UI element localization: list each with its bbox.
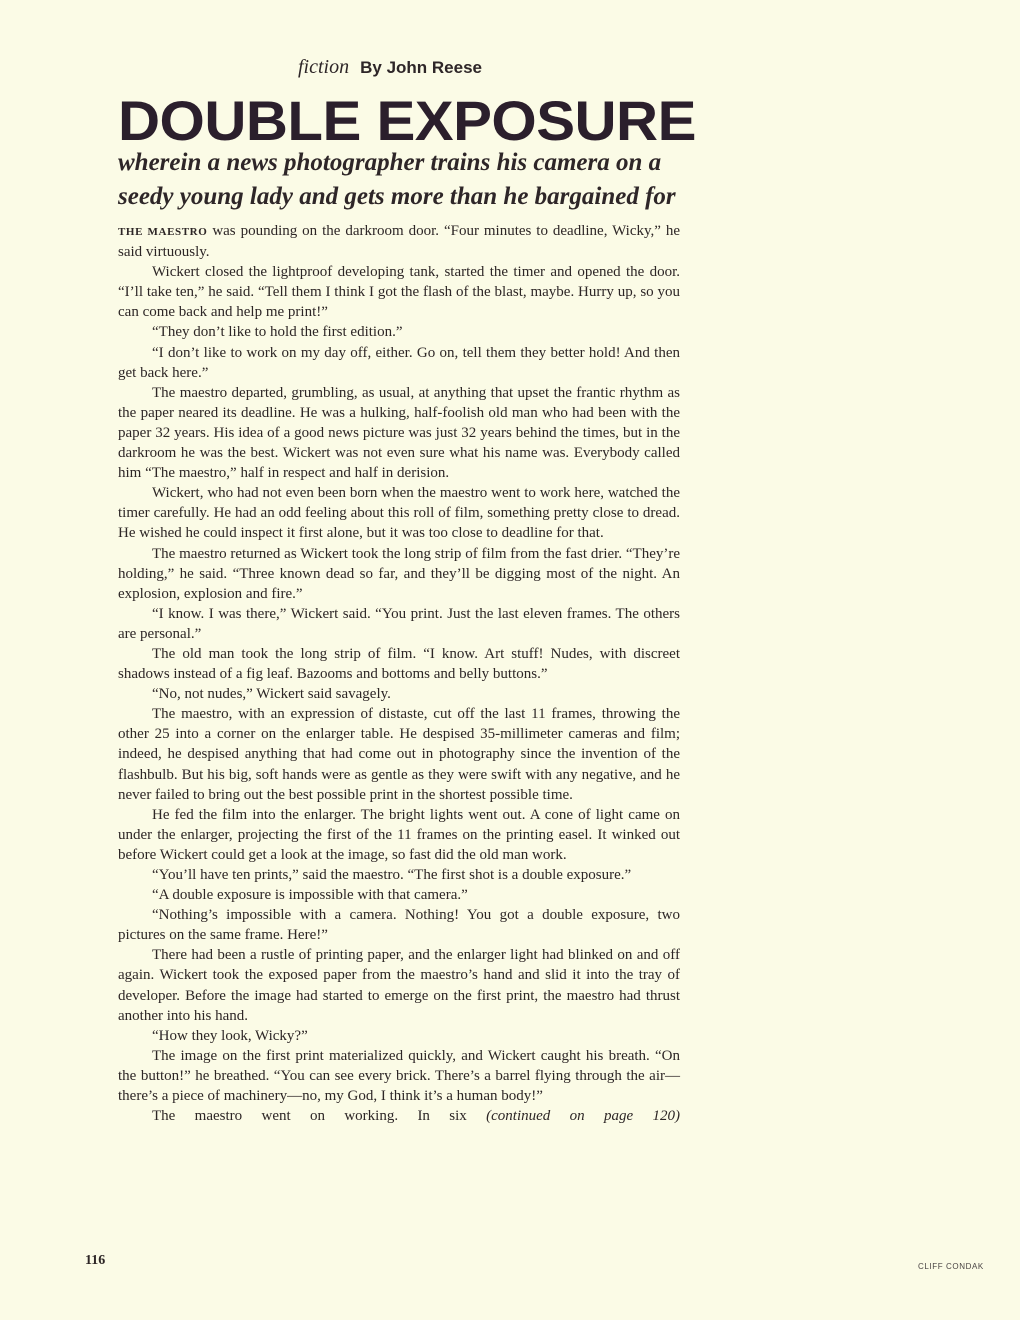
paragraph-19	[118, 1106, 680, 1126]
paragraph-10: “No, not nudes,” Wickert said savagely.	[152, 686, 391, 703]
story-body	[118, 221, 680, 1126]
lead-smallcaps: THE MAESTRO	[118, 226, 208, 238]
paragraph-17: “How they look, Wicky?”	[152, 1027, 308, 1044]
paragraph-3: “They don’t like to hold the first edition.”	[152, 324, 403, 341]
paragraph-7: The maestro returned as Wickert took the long strip of film from the fast drier. “They’re holding,” he said. “Three known dead so far, and they’ll be digging most of the night. An explosion, explosion and fire.”	[118, 545, 680, 602]
paragraph-1	[118, 221, 680, 262]
paragraph-11: The maestro, with an expression of distaste, cut off the last 11 frames, throwing the other 25 into a corner on the enlarger table. He despised 35-millimeter cameras and film; indeed, he despised anything that had come out in photography since the invention of the flashbulb. But his big, soft hands were as gentle as they were swift with any negative, and he never failed to bring out the best possible print in the shortest possible time.	[118, 706, 680, 803]
page-number: 116	[85, 1253, 106, 1268]
paragraph-13: “You’ll have ten prints,” said the maestro. “The first shot is a double exposure.”	[152, 867, 632, 883]
paragraph-8: “I know. I was there,” Wickert said. “You print. Just the last eleven frames. The others are personal.”	[118, 605, 680, 642]
continued-note: (continued on page 120)	[486, 1108, 680, 1125]
paragraph-19-text: The maestro went on working. In six	[152, 1108, 467, 1125]
paragraph-14: “A double exposure is impossible with that camera.”	[152, 887, 468, 904]
author-name: By John Reese	[360, 58, 482, 77]
paragraph-4: “I don’t like to work on my day off, either. Go on, tell them they better hold! And then get back here.”	[118, 344, 680, 381]
story-kind: fiction	[298, 56, 350, 78]
paragraph-12: He fed the film into the enlarger. The bright lights went out. A cone of light came on under the enlarger, projecting the first of the 11 frames on the printing easel. It winked out before Wickert could get a look at the image, so fast did the old man work.	[118, 806, 680, 863]
paragraph-6: Wickert, who had not even been born when the maestro went to work here, watched the timer carefully. He had an odd feeling about this roll of film, something pretty close to dread. He wished he could inspect it first alone, but it was too close to deadline for that.	[118, 485, 680, 542]
story-subtitle: wherein a news photographer trains his camera on a seedy young lady and gets more than he bargained for	[118, 149, 676, 210]
paragraph-2: Wickert closed the lightproof developing tank, started the timer and opened the door. “I’ll take ten,” he said. “Tell them I think I got the flash of the blast, maybe. Hurry up, so you can come back and help me print!”	[118, 264, 680, 321]
paragraph-5: The maestro departed, grumbling, as usual, at anything that upset the frantic rhythm as the paper neared its deadline. He was a hulking, half-foolish old man who had been with the paper 32 years. His idea of a good news picture was just 32 years behind the times, but in the darkroom he was the best. Wickert was not even sure what his name was. Everybody called him “The maestro,” half in respect and half in derision.	[118, 384, 680, 482]
paragraph-1-text: was pounding on the darkroom door. “Four minutes to deadline, Wicky,” he said virtuously.	[118, 223, 680, 261]
illustrator-credit: CLIFF CONDAK	[918, 1262, 984, 1271]
paragraph-9: The old man took the long strip of film. “I know. Art stuff! Nudes, with discreet shadows instead of a fig leaf. Bazooms and bottoms and belly buttons.”	[118, 645, 680, 683]
story-title: DOUBLE EXPOSURE	[118, 89, 696, 152]
paragraph-15: “Nothing’s impossible with a camera. Nothing! You got a double exposure, two pictures on the same frame. Here!”	[118, 907, 680, 944]
byline	[298, 56, 482, 79]
paragraph-18: The image on the first print materialized quickly, and Wickert caught his breath. “On the button!” he breathed. “You can see every brick. There’s a barrel flying through the air—there’s a piece of machinery—no, my God, I think it’s a human body!”	[118, 1047, 680, 1105]
paragraph-16: There had been a rustle of printing paper, and the enlarger light had blinked on and off again. Wickert took the exposed paper from the maestro’s hand and slid it into the tray of developer. Before the image had started to emerge on the first print, the maestro had thrust another into his hand.	[118, 947, 680, 1024]
